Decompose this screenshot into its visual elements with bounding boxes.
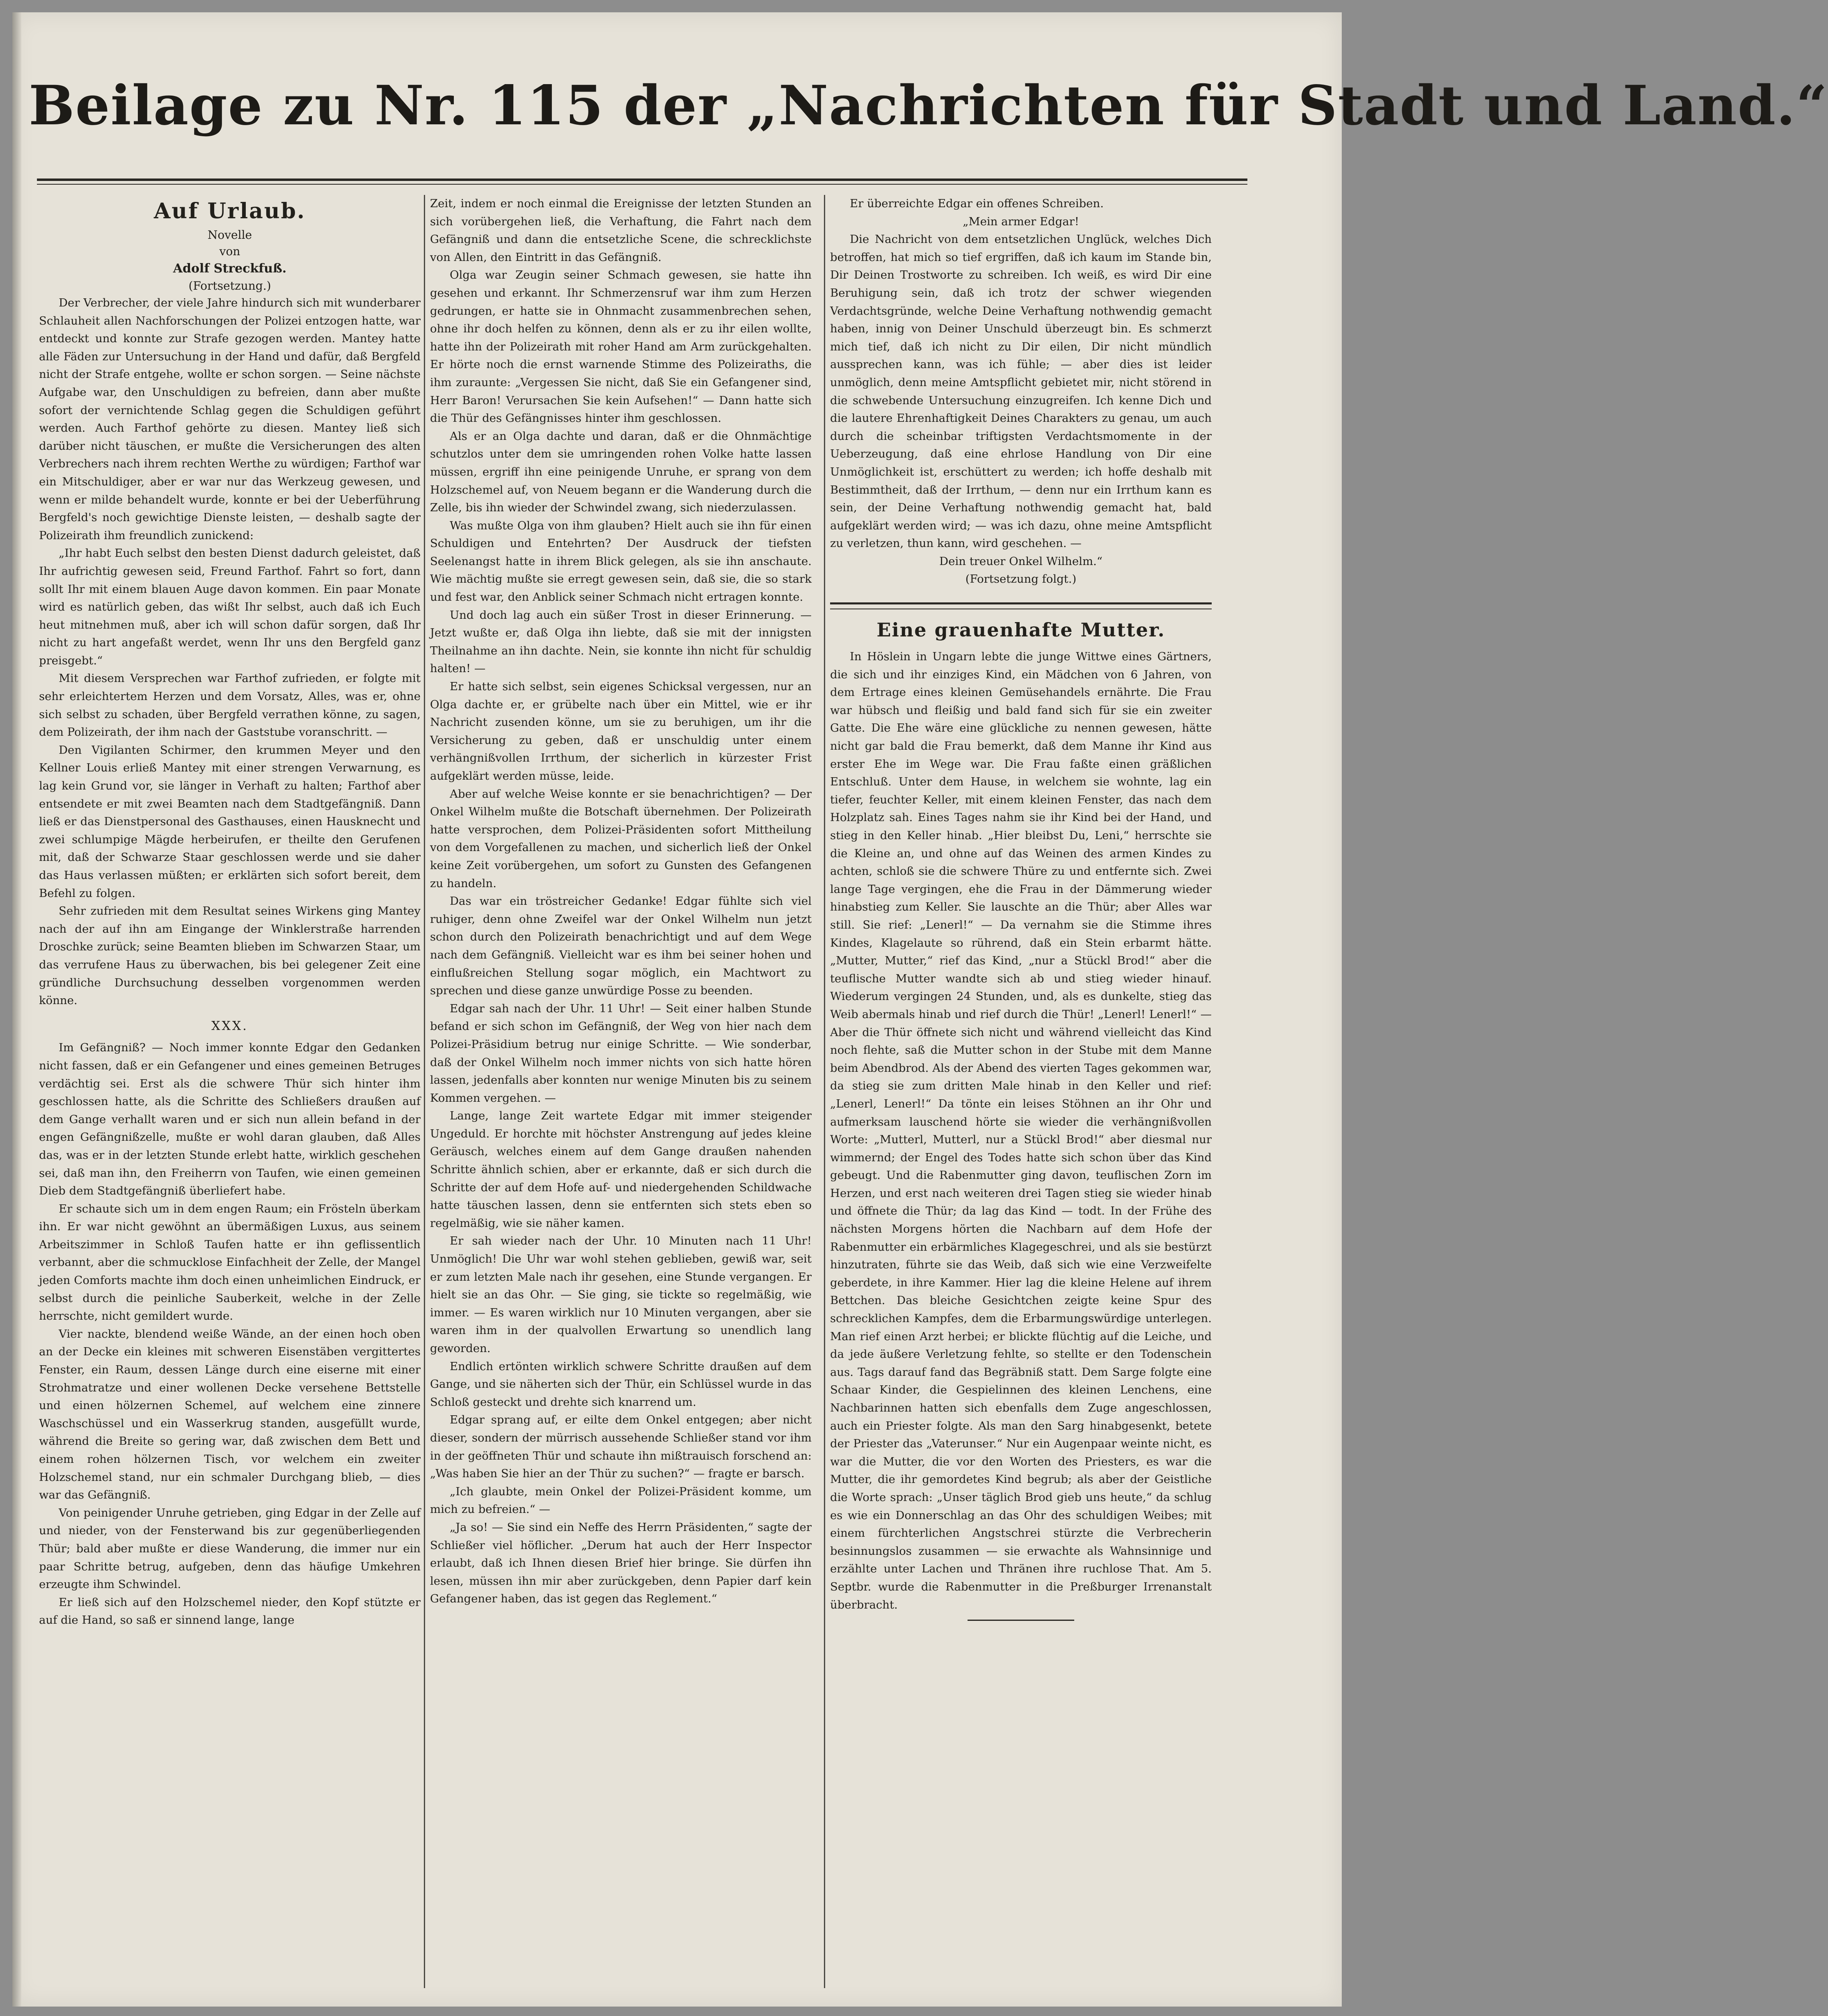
masthead-rule-thin	[37, 184, 1247, 185]
newspaper-page	[12, 12, 1828, 2007]
paragraph: Und doch lag auch ein süßer Trost in dieser Erinnerung. — Jetzt wußte er, daß Olga ihn liebte, daß sie mit der innigsten Theilnahme an ihn dachte. Nein, sie konnte ihn nicht für schuldig halten! —	[430, 608, 812, 675]
paragraph: Er sah wieder nach der Uhr. 10 Minuten nach 11 Uhr! Unmöglich! Die Uhr war wohl stehen geblieben, gewiß war, seit er zum letzten Male nach ihr gesehen, eine Stunde vergangen. Er hielt sie an das Ohr. — Sie ging, sie tickte so regelmäßig, wie immer. — Es waren wirklich nur 10 Minuten vergangen, aber sie waren ihm in der qualvollen Erwartung so unendlich lang geworden.	[430, 1234, 812, 1355]
column-1	[39, 195, 421, 1992]
paragraph: Die Nachricht von dem entsetzlichen Unglück, welches Dich betroffen, hat mich so tief ergriffen, daß ich kaum im Stande bin, Dir Deinen Trostworte zu schreiben. Ich weiß, es wird Dir eine Beruhigung sein, daß ich trotz der schwer wiegenden Verdachtsgründe, welche Deine Verhaftung nothwendig gemacht haben, innig von Deiner Unschuld überzeugt bin. Es schmerzt mich tief, daß ich nicht zu Dir eilen, Dir nicht mündlich aussprechen kann, was ich fühle; — aber dies ist leider unmöglich, denn meine Amtspflicht gebietet mir, nicht störend in die schwebende Untersuchung einzugreifen. Ich kenne Dich und die lautere Ehrenhaftigkeit Deines Charakters zu genau, um auch durch die scheinbar triftigsten Verdachtsmomente in der Ueberzeugung, daß eine ehrlose Handlung von Dir eine Unmöglichkeit ist, erschüttert zu werden; ich hoffe deshalb mit Bestimmtheit, daß der Irrthum, — denn nur ein Irrthum kann es sein, der Deine Verhaftung nothwendig gemacht hat, bald aufgeklärt werden wird; — was ich dazu, ohne meine Amtspflicht zu verletzen, thun kann, wird geschehen. —	[830, 233, 1212, 550]
paragraph: In Höslein in Ungarn lebte die junge Wittwe eines Gärtners, die sich und ihr einziges Kind, ein Mädchen von 6 Jahren, von dem Ertrage eines kleinen Gemüsehandels ernährte. Die Frau war hübsch und fleißig und bald fand sich für sie ein zweiter Gatte. Die Ehe wäre eine glückliche zu nennen gewesen, hätte nicht gar bald die Frau bemerkt, daß dem Manne ihr Kind aus erster Ehe im Wege war. Die Frau faßte einen gräßlichen Entschluß. Unter dem Hause, in welchem sie wohnte, lag ein tiefer, feuchter Keller, mit einem kleinen Fenster, das nach dem Holzplatz sah. Eines Tages nahm sie ihr Kind bei der Hand, und stieg in den Keller hinab. „Hier bleibst Du, Leni,“ herrschte sie die Kleine an, und ohne auf das Weinen des armen Kindes zu achten, schloß sie die schwere Thüre zu und entfernte sich. Zwei lange Tage vergingen, ehe die Frau in der Dämmerung wieder hinabstieg zum Keller. Sie lauschte an die Thür; aber Alles war still. Sie rief: „Lenerl!“ — Da vernahm sie die Stimme ihres Kindes, Klagelaute so rührend, daß ein Stein erbarmt hätte. „Mutter, Mutter,“ rief das Kind, „nur a Stückl Brod!“ aber die teuflische Mutter wandte sich ab und stieg wieder hinauf. Wiederum vergingen 24 Stunden, und, als es dunkelte, stieg das Weib abermals hinab und rief durch die Thür! „Lenerl! Lenerl!“ — Aber die Thür öffnete sich nicht und während vielleicht das Kind noch flehte, saß die Mutter schon in der Stube mit dem Manne beim Abendbrod. Als der Abend des vierten Tages gekommen war, da stieg sie zum dritten Male hinab in den Keller und rief: „Lenerl, Lenerl!“ Da tönte ein leises Stöhnen an ihr Ohr und aufmerksam lauschend hörte sie wieder die verhängnißvollen Worte: „Mutterl, Mutterl, nur a Stückl Brod!“ aber diesmal nur wimmernd; der Engel des Todes hatte sich schon über das Kind gebeugt. Und die Rabenmutter ging davon, teuflischen Zorn im Herzen, und erst nach weiteren drei Tagen stieg sie wieder hinab und öffnete die Thür; da lag das Kind — todt. In der Frühe des nächsten Morgens hörten die Nachbarn auf dem Hofe der Rabenmutter ein erbärmliches Klagegeschrei, und als sie bestürzt hinzutraten, führte sie das Weib, daß sich wie eine Verzweifelte geberdete, in ihre Kammer. Hier lag die kleine Helene auf ihrem Bettchen. Das bleiche Gesichtchen zeigte keine Spur des schrecklichen Kampfes, dem die Erbarmungswürdige unterlegen. Man rief einen Arzt herbei; er blickte flüchtig auf die Leiche, und da jede äußere Verletzung fehlte, so stellte er den Todenschein aus. Tags darauf fand das Begräbniß statt. Dem Sarge folgte eine Schaar Kinder, die Gespielinnen des kleinen Lenchens, eine Nachbarinnen hatten sich ebenfalls dem Zuge angeschlossen, auch ein Priester folgte. Als man den Sarg hinabgesenkt, betete der Priester das „Vaterunser.“ Nur ein Augenpaar weinte nicht, es war die Mutter, die vor den Worten des Priesters, es war die Mutter, die ihr gemordetes Kind begrub; als aber der Geistliche die Worte sprach: „Unser täglich Brod gieb uns heute,“ da schlug es wie ein Donnerschlag an das Ohr des schuldigen Weibes; mit einem fürchterlichen Angstschrei stürzte die Verbrecherin besinnungslos zusammen — sie erwachte als Wahnsinnige und erzählte unter Lachen und Thränen ihre ruchlose That. Am 5. Septbr. wurde die Rabenmutter in die Preßburger Irrenanstalt überbracht.	[830, 650, 1212, 1611]
paragraph: Aber auf welche Weise konnte er sie benachrichtigen? — Der Onkel Wilhelm mußte die Botschaft übernehmen. Der Polizeirath hatte versprochen, dem Polizei-Präsidenten sofort Mittheilung von dem Vorgefallenen zu machen, und sicherlich ließ der Onkel keine Zeit vorübergehen, um sofort zu Gunsten des Gefangenen zu handeln.	[430, 787, 812, 890]
paragraph: Edgar sah nach der Uhr. 11 Uhr! — Seit einer halben Stunde befand er sich schon im Gefängniß, der Weg von hier nach dem Polizei-Präsidium betrug nur einige Schritte. — Wie sonderbar, daß der Onkel Wilhelm noch immer nichts von sich hatte hören lassen, jedenfalls aber konnten nur wenige Minuten bis zu seinem Kommen vergehen. —	[430, 1002, 812, 1105]
story-von: von	[219, 245, 240, 258]
paragraph: „Ja so! — Sie sind ein Neffe des Herrn Präsidenten,“ sagte der Schließer viel höflicher. „Derum hat auch der Herr Inspector erlaubt, daß ich Ihnen diesen Brief hier bringe. Sie dürfen ihn lesen, müssen ihn mir aber zurückgeben, denn Papier darf kein Gefangener haben, das ist gegen das Reglement.“	[430, 1520, 812, 1606]
column-2	[430, 195, 812, 1992]
letter-signature: Dein treuer Onkel Wilhelm.“	[939, 554, 1103, 568]
paragraph: „Ihr habt Euch selbst den besten Dienst dadurch geleistet, daß Ihr aufrichtig gewesen seid, Freund Farthof. Fahrt so fort, dann sollt Ihr mit einem blauen Auge davon kommen. Ein paar Monate wird es natürlich geben, das wißt Ihr selbst, auch daß ich Euch heut mitnehmen muß, aber ich will schon dafür sorgen, daß Ihr nicht zu hart angefaßt werdet, wenn Ihr uns den Bergfeld ganz preisgebt.“	[39, 547, 421, 667]
paragraph: Sehr zufrieden mit dem Resultat seines Wirkens ging Mantey nach der auf ihn am Eingange der Winklerstraße harrenden Droschke zurück; seine Beamten blieben im Schwarzen Staar, um das verrufene Haus zu überwachen, bis bei gelegener Zeit eine gründliche Durchsuchung desselben vorgenommen werden könne.	[39, 904, 421, 1007]
paragraph: „Ich glaubte, mein Onkel der Polizei-Präsident komme, um mich zu befreien.“ —	[430, 1485, 812, 1516]
to-be-continued: (Fortsetzung folgt.)	[965, 572, 1077, 586]
column-divider	[424, 195, 425, 1988]
paragraph: Das war ein tröstreicher Gedanke! Edgar fühlte sich viel ruhiger, denn ohne Zweifel war der Onkel Wilhelm nun jetzt schon durch den Polizeirath benachrichtigt und auf dem Wege nach dem Gefängniß. Vielleicht war es ihm bei seiner hohen und einflußreichen Stellung sogar möglich, ein Machtwort zu sprechen und diese ganze unwürdige Posse zu beenden.	[430, 895, 812, 998]
column-divider	[824, 195, 825, 1988]
article-separator	[830, 602, 1212, 604]
paragraph: Er schaute sich um in dem engen Raum; ein Frösteln überkam ihn. Er war nicht gewöhnt an übermäßigen Luxus, aus seinem Arbeitszimmer in Schloß Taufen hatte er ihn geflissentlich verbannt, aber die schmucklose Einfachheit der Zelle, der Mangel jeden Comforts machte ihm doch einen unheimlichen Eindruck, er selbst durch die peinliche Sauberkeit, welche in der Zelle herrschte, nicht gemildert wurde.	[39, 1202, 421, 1323]
paragraph: Er überreichte Edgar ein offenes Schreiben.	[850, 197, 1104, 210]
paragraph: Der Verbrecher, der viele Jahre hindurch sich mit wunderbarer Schlauheit allen Nachforschungen der Polizei entzogen hatte, war entdeckt und konnte zur Strafe gezogen werden. Mantey hatte alle Fäden zur Untersuchung in der Hand und dafür, daß Bergfeld nicht der Strafe entgehe, wollte er schon sorgen. — Seine nächste Aufgabe war, den Unschuldigen zu befreien, dann aber mußte sofort der vernichtende Schlag gegen die Schuldigen geführt werden. Auch Farthof gehörte zu diesen. Mantey ließ sich darüber nicht täuschen, er mußte die Versicherungen des alten Verbrechers nach ihrem rechten Werthe zu würdigen; Farthof war ein Mitschuldiger, aber er war nur das Werkzeug gewesen, und wenn er milde behandelt wurde, konnte er bei der Ueberführung Bergfeld's noch gewichtige Dienste leisten, — deshalb sagte der Polizeirath ihm freundlich zunickend:	[39, 296, 421, 542]
page-edge	[12, 12, 21, 2007]
story-genre: Novelle	[207, 228, 252, 242]
chapter-heading: XXX.	[211, 1018, 248, 1033]
paragraph: Vier nackte, blendend weiße Wände, an der einen hoch oben an der Decke ein kleines mit schweren Eisenstäben vergittertes Fenster, ein Raum, dessen Länge durch eine eiserne mit einer Strohmatratze und einer wollenen Decke versehene Bettstelle und einen hölzernen Schemel, auf welchem eine zinnere Waschschüssel und ein Wasserkrug standen, ausgefüllt wurde, während die Breite so gering war, daß zwischen dem Bett und einem rohen hölzernen Tisch, vor welchem ein zweiter Holzschemel stand, nur ein schmaler Durchgang blieb, — dies war das Gefängniß.	[39, 1327, 421, 1502]
story-title: Auf Urlaub.	[153, 199, 306, 224]
paragraph: Er hatte sich selbst, sein eigenes Schicksal vergessen, nur an Olga dachte er, er grübelte nach über ein Mittel, wie er ihr Nachricht zusenden könne, um sie zu beruhigen, um ihr die Versicherung zu geben, daß er unschuldig unter einem verhängnißvollen Irrthum, der sicherlich in kürzester Frist aufgeklärt werden müsse, leide.	[430, 680, 812, 783]
paragraph: Zeit, indem er noch einmal die Ereignisse der letzten Stunden an sich vorübergehen ließ, die Verhaftung, die Fahrt nach dem Gefängniß und dann die entsetzliche Scene, die schrecklichste von Allen, den Eintritt in das Gefängniß.	[430, 197, 812, 264]
masthead-rule	[37, 178, 1247, 181]
column-3	[830, 195, 1212, 1992]
masthead: Beilage zu Nr. 115 der „Nachrichten für Stadt und Land.“	[29, 74, 1828, 137]
paragraph: Mit diesem Versprechen war Farthof zufrieden, er folgte mit sehr erleichtertem Herzen und dem Vorsatz, Alles, was er, ohne sich selbst zu schaden, über Bergfeld verrathen könne, zu sagen, dem Polizeirath, der ihm nach der Gaststube voranschritt. —	[39, 672, 421, 739]
letter-salutation: „Mein armer Edgar!	[963, 215, 1079, 228]
story-author: Adolf Streckfuß.	[173, 261, 287, 276]
paragraph: Im Gefängniß? — Noch immer konnte Edgar den Gedanken nicht fassen, daß er ein Gefangener und eines gemeinen Betruges verdächtig sei. Erst als die schwere Thür sich hinter ihm geschlossen hatte, als die Schritte des Schließers draußen auf dem Gange verhallt waren und er sich nun allein befand in der engen Gefängnißzelle, mußte er wohl daran glauben, daß Alles das, was er in der letzten Stunde erlebt hatte, wirklich geschehen sei, daß man ihn, den Freiherrn von Taufen, wie einen gemeinen Dieb dem Stadtgefängniß überliefert habe.	[39, 1041, 421, 1198]
paragraph: Edgar sprang auf, er eilte dem Onkel entgegen; aber nicht dieser, sondern der mürrisch aussehende Schließer stand vor ihm in der geöffneten Thür und schaute ihn mißtrauisch forschend an: „Was haben Sie hier an der Thür zu suchen?“ — fragte er barsch.	[430, 1413, 812, 1481]
paragraph: Olga war Zeugin seiner Schmach gewesen, sie hatte ihn gesehen und erkannt. Ihr Schmerzensruf war ihm zum Herzen gedrungen, er hatte sie in Ohnmacht zusammenbrechen sehen, ohne ihr doch helfen zu können, denn als er zu ihr eilen wollte, hatte ihn der Polizeirath mit roher Hand am Arm zurückgehalten. Er hörte noch die ernst warnende Stimme des Polizeiraths, die ihm zuraunte: „Vergessen Sie nicht, daß Sie ein Gefangener sind, Herr Baron! Verursachen Sie kein Aufsehen!“ — Dann hatte sich die Thür des Gefängnisses hinter ihm geschlossen.	[430, 268, 812, 425]
paragraph: Endlich ertönten wirklich schwere Schritte draußen auf dem Gange, und sie näherten sich der Thür, ein Schlüssel wurde in das Schloß gesteckt und drehte sich knarrend um.	[430, 1359, 812, 1409]
paragraph: Was mußte Olga von ihm glauben? Hielt auch sie ihn für einen Schuldigen und Entehrten? Der Ausdruck der tiefsten Seelenangst hatte in ihrem Blick gelegen, als sie ihn anschaute. Wie mächtig mußte sie erregt gewesen sein, daß sie, die so stark und fest war, den Anblick seiner Schmach nicht ertragen konnte.	[430, 519, 812, 604]
paragraph: Er ließ sich auf den Holzschemel nieder, den Kopf stützte er auf die Hand, so saß er sinnend lange, lange	[39, 1595, 421, 1627]
story-continuation: (Fortsetzung.)	[188, 279, 271, 293]
article-title: Eine grauenhafte Mutter.	[876, 619, 1165, 641]
paragraph: Als er an Olga dachte und daran, daß er die Ohnmächtige schutzlos unter dem sie umringenden rohen Volke hatte lassen müssen, ergriff ihn eine peinigende Unruhe, er sprang von dem Holzschemel auf, von Neuem begann er die Wanderung durch die Zelle, bis ihn wieder der Schwindel zwang, sich niederzulassen.	[430, 429, 812, 515]
paragraph: Lange, lange Zeit wartete Edgar mit immer steigender Ungeduld. Er horchte mit höchster Anstrengung auf jedes kleine Geräusch, welches einem auf dem Gange draußen nahenden Schritte ähnlich schien, aber er erkannte, daß er sich durch die Schritte der auf dem Hofe auf- und niedergehenden Schildwache hatte täuschen lassen, denn sie entfernten sich stets eben so regelmäßig, wie sie näher kamen.	[430, 1109, 812, 1230]
article-end-rule	[968, 1620, 1074, 1621]
paragraph: Den Vigilanten Schirmer, den krummen Meyer und den Kellner Louis erließ Mantey mit einer strengen Verwarnung, es lag kein Grund vor, sie länger in Verhaft zu halten; Farthof aber entsendete er mit zwei Beamten nach dem Stadtgefängniß. Dann ließ er das Dienstpersonal des Gasthauses, einen Hausknecht und zwei schlumpige Mägde herbeirufen, er theilte den Gerufenen mit, daß der Schwarze Staar geschlossen werde und sie daher das Haus verlassen müßten; er erklärten sich sofort bereit, dem Befehl zu folgen.	[39, 743, 421, 900]
paragraph: Von peinigender Unruhe getrieben, ging Edgar in der Zelle auf und nieder, von der Fensterwand bis zur gegenüberliegenden Thür; bald aber mußte er diese Wanderung, die immer nur ein paar Schritte betrug, aufgeben, denn das häufige Umkehren erzeugte ihm Schwindel.	[39, 1506, 421, 1591]
